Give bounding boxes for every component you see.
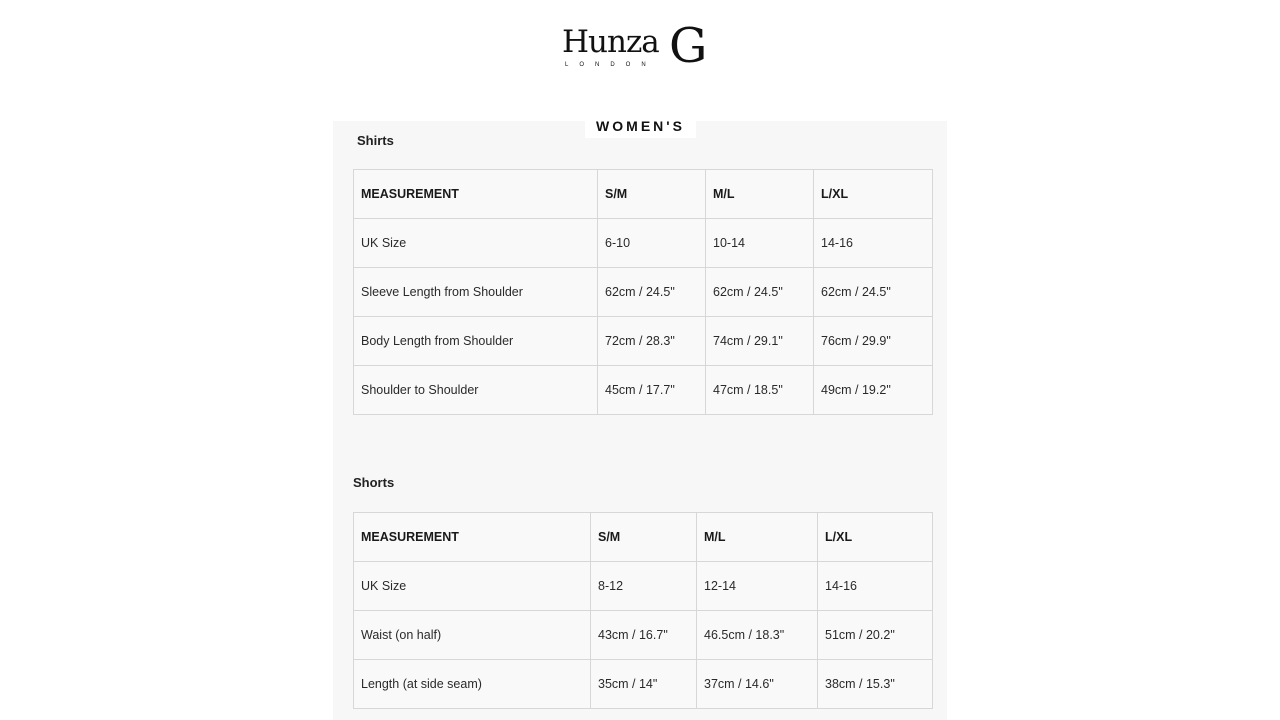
table-cell: 62cm / 24.5" — [814, 268, 933, 317]
brand-letter: G — [669, 18, 708, 74]
table-cell: 43cm / 16.7" — [591, 611, 697, 660]
table-cell: 38cm / 15.3" — [818, 660, 933, 709]
table-row — [354, 317, 933, 366]
shirts-size-table — [353, 169, 933, 415]
table-cell: 47cm / 18.5" — [706, 366, 814, 415]
table-cell: 45cm / 17.7" — [598, 366, 706, 415]
brand-name: Hunza — [562, 24, 659, 60]
column-header: S/M — [598, 170, 706, 219]
table-cell: 14-16 — [814, 219, 933, 268]
table-cell: 10-14 — [706, 219, 814, 268]
table-cell: 46.5cm / 18.3" — [697, 611, 818, 660]
table-cell: 51cm / 20.2" — [818, 611, 933, 660]
table-row — [354, 660, 933, 709]
table-header-row — [354, 170, 933, 219]
table-row — [354, 562, 933, 611]
column-header: M/L — [706, 170, 814, 219]
table-cell: 76cm / 29.9" — [814, 317, 933, 366]
shorts-size-table — [353, 512, 933, 709]
table-cell: Waist (on half) — [354, 611, 591, 660]
column-header: L/XL — [814, 170, 933, 219]
table-cell: 74cm / 29.1" — [706, 317, 814, 366]
table-cell: 49cm / 19.2" — [814, 366, 933, 415]
column-header: MEASUREMENT — [354, 170, 598, 219]
table-cell: 37cm / 14.6" — [697, 660, 818, 709]
table-cell: 72cm / 28.3" — [598, 317, 706, 366]
shorts-section-title: Shorts — [353, 475, 395, 490]
table-cell: Sleeve Length from Shoulder — [354, 268, 598, 317]
brand-logo — [560, 18, 720, 74]
table-cell: 62cm / 24.5" — [598, 268, 706, 317]
column-header: MEASUREMENT — [354, 513, 591, 562]
table-cell: Body Length from Shoulder — [354, 317, 598, 366]
column-header: S/M — [591, 513, 697, 562]
table-cell: 6-10 — [598, 219, 706, 268]
table-row — [354, 268, 933, 317]
table-header-row — [354, 513, 933, 562]
table-cell: 14-16 — [818, 562, 933, 611]
column-header: L/XL — [818, 513, 933, 562]
table-cell: 35cm / 14" — [591, 660, 697, 709]
table-cell: Shoulder to Shoulder — [354, 366, 598, 415]
column-header: M/L — [697, 513, 818, 562]
shirts-section-title: Shirts — [357, 133, 394, 148]
table-row — [354, 611, 933, 660]
table-cell: Length (at side seam) — [354, 660, 591, 709]
table-cell: 62cm / 24.5" — [706, 268, 814, 317]
page-title: WOMEN'S — [585, 114, 696, 138]
table-cell: 12-14 — [697, 562, 818, 611]
table-row — [354, 366, 933, 415]
table-cell: UK Size — [354, 219, 598, 268]
table-cell: UK Size — [354, 562, 591, 611]
table-cell: 8-12 — [591, 562, 697, 611]
table-row — [354, 219, 933, 268]
brand-city: LONDON — [565, 62, 657, 68]
